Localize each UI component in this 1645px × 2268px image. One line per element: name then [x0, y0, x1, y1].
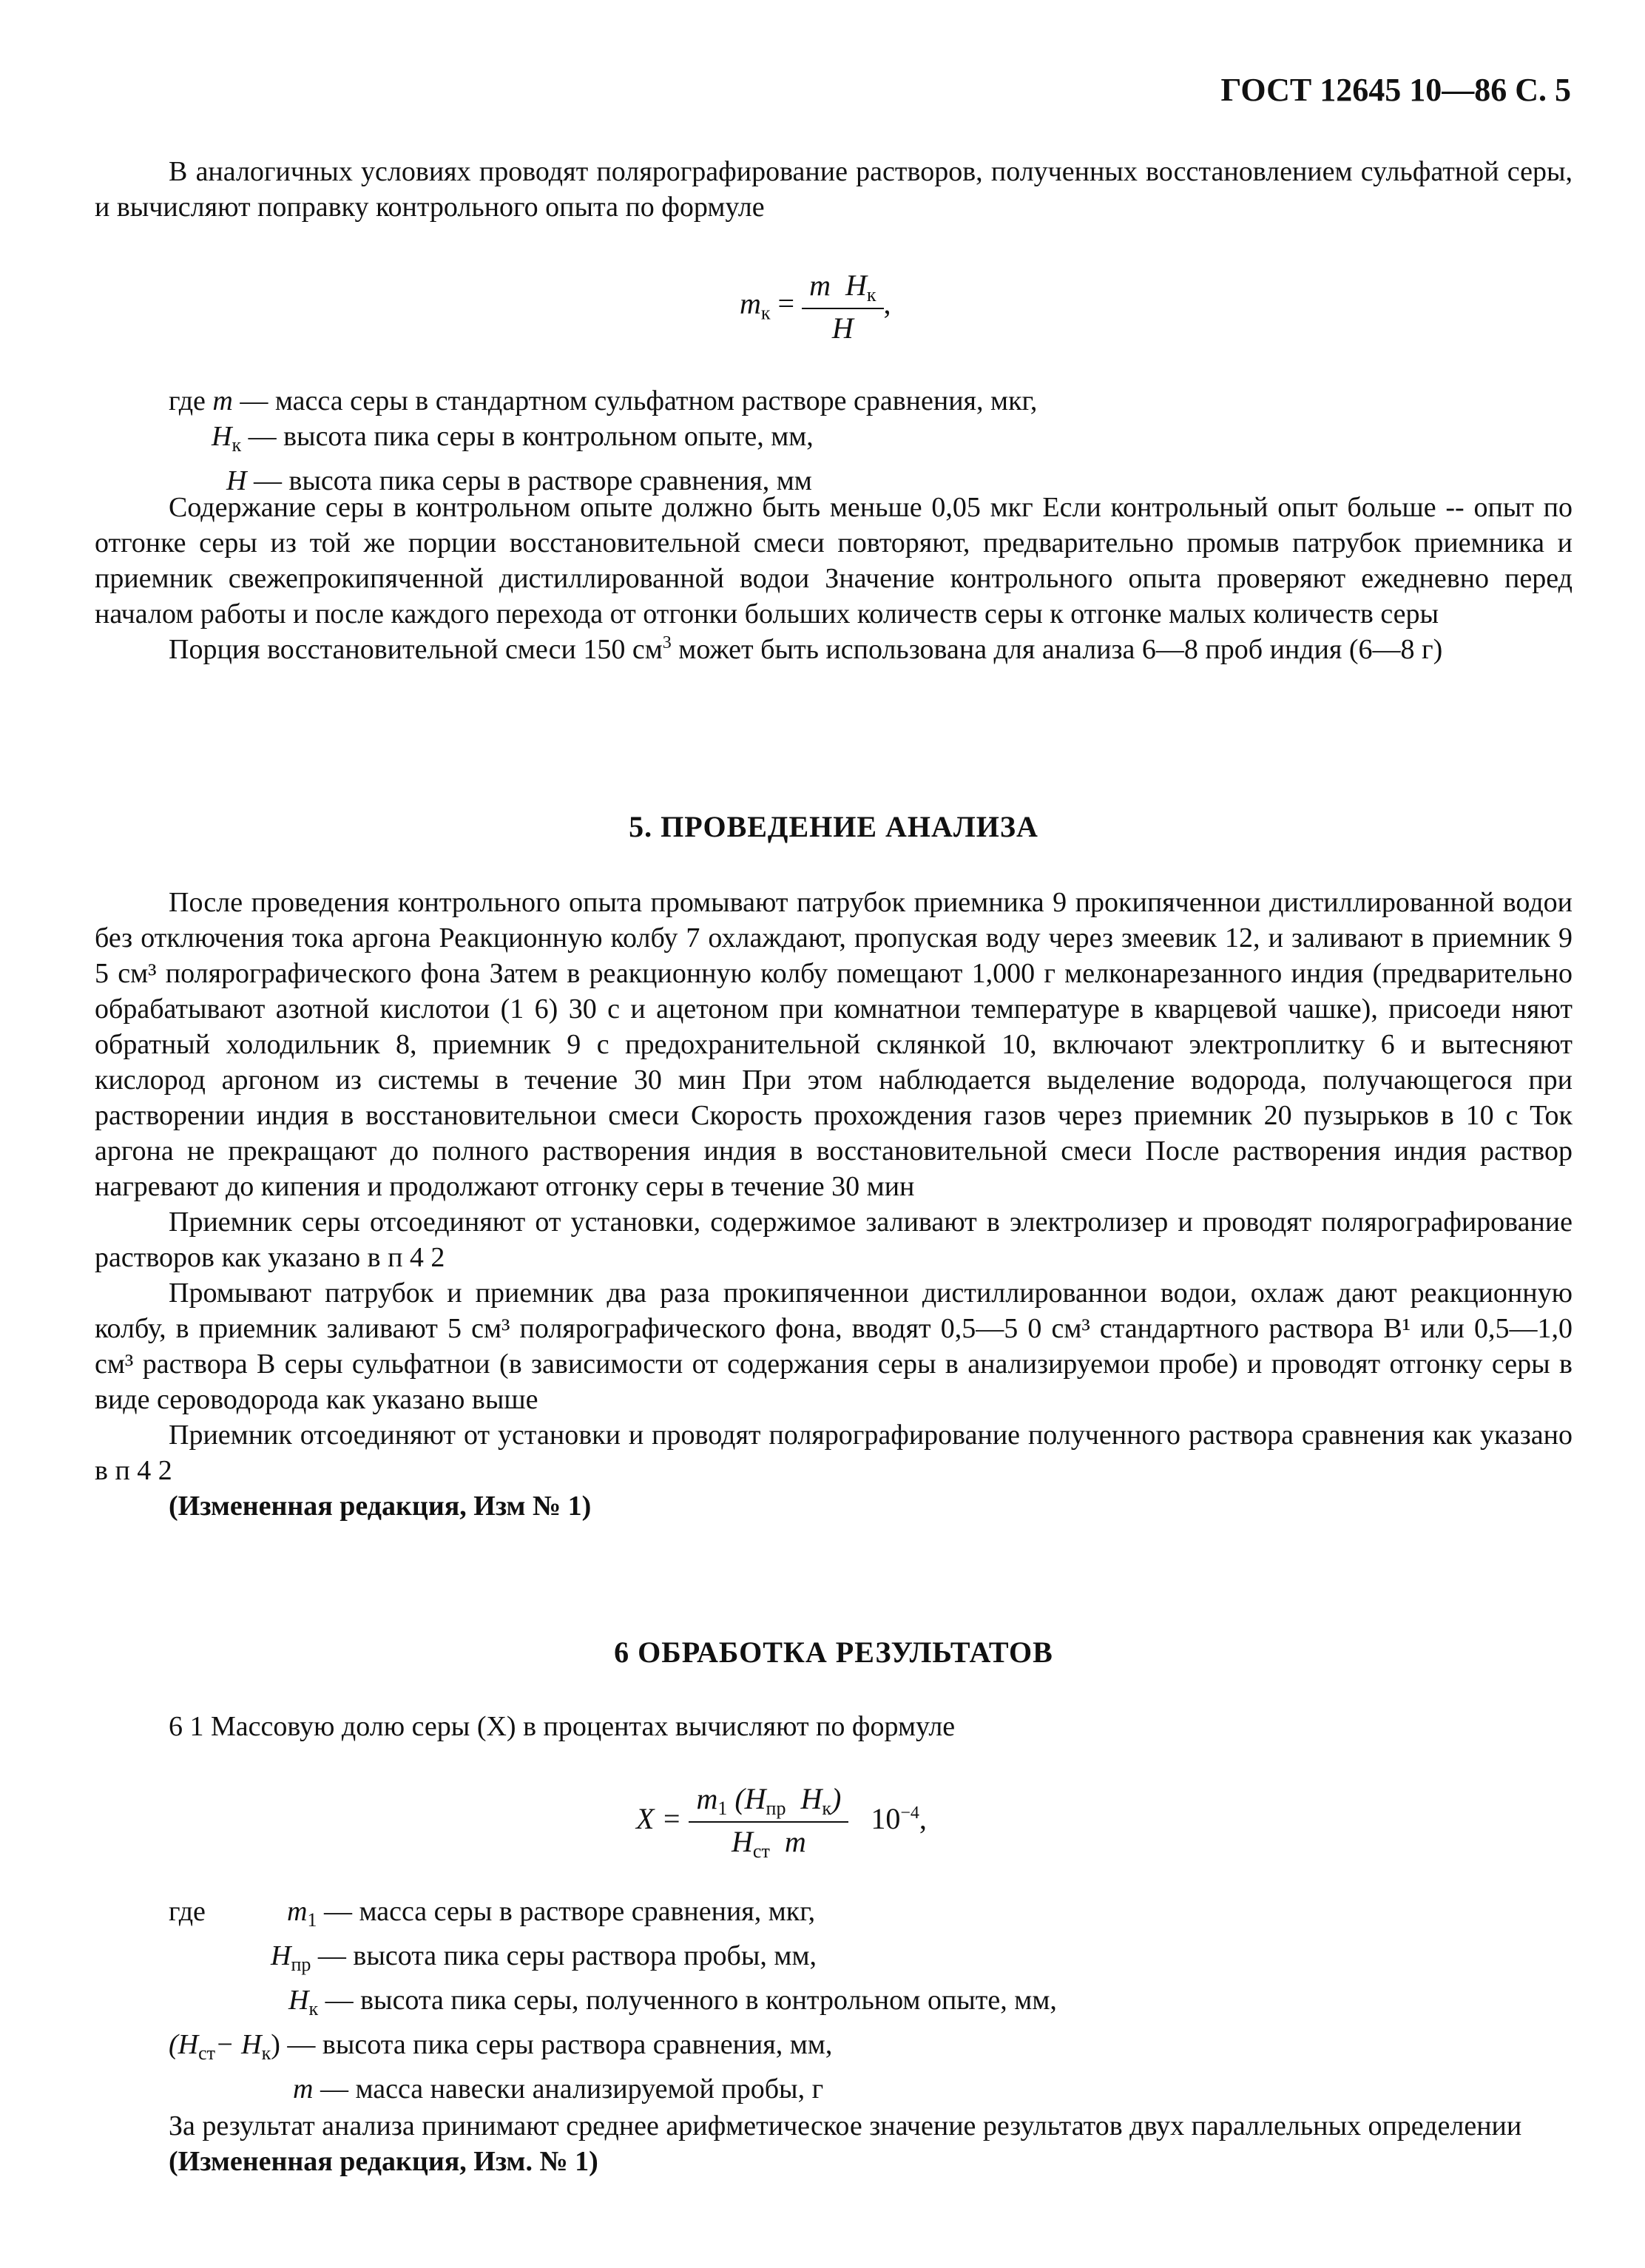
section-6-body	[95, 1709, 1573, 1744]
section-6-result	[95, 2108, 1573, 2179]
definition-row: $H_к$ — высота пика серы в контрольном опыте, мм,	[212, 421, 814, 456]
definition-row: $H_{пр}$ — высота пика серы раствора пробы, мм,	[271, 1940, 817, 1975]
revision-note: (Измененная редакция, Изм № 1)	[169, 1491, 592, 1522]
definition-row: m — масса навески анализируемой пробы, г	[293, 2073, 824, 2105]
paragraph: За результат анализа принимают среднее арифметическое значение результатов двух параллельных определении	[169, 2110, 1522, 2142]
paragraph: Содержание серы в контрольном опыте должно быть меньше 0,05 мкг Если контрольный опыт больше -- опыт по отгонке серы из той же порции восстановительной смеси повторяют, предварительно промыв патрубок приемника и приемник свежепрокипяченной дистиллированной водои Значение контрольного опыта проверяют ежедневно перед началом работы и после каждого перехода от отгонки больших количеств серы к отгонке малых количеств серы	[95, 492, 1573, 630]
formula-sulfur-fraction: X = $\frac{m_1 (H_{пр} H_к)}{H_{ст} m}$ $10^{-4}$,	[636, 1782, 927, 1862]
definitions-list-1	[169, 383, 1037, 499]
fraction: $\frac{m_1 (H_{пр} H_к)}{H_{ст} m}$	[689, 1781, 848, 1863]
section-title: 5. ПРОВЕДЕНИЕ АНАЛИЗА	[629, 810, 1038, 843]
section-6	[95, 1635, 1573, 1670]
section-title: 6 ОБРАБОТКА РЕЗУЛЬТАТОВ	[614, 1636, 1053, 1669]
intro-paragraph: В аналогичных условиях проводят полярографирование растворов, полученных восстановлением сульфатной серы, и вычисляют поправку контрольного опыта по формуле	[95, 156, 1573, 223]
definition-row: $H_к$ — высота пика серы, полученного в контрольном опыте, мм,	[288, 1985, 1057, 2019]
intro-block	[95, 154, 1573, 225]
paragraph: Приемник отсоединяют от установки и проводят полярографирование полученного раствора сравнения как указано в п 4 2	[95, 1420, 1573, 1486]
definitions-list-2	[169, 1894, 1057, 2107]
paragraph: После проведения контрольного опыта промывают патрубок приемника 9 прокипяченнои дистиллированной водои без отключения тока аргона Реакционную колбу 7 охлаждают, пропуская воду через змеевик 12, и заливают в приемник 9 5 см³ полярографического фона Затем в реакционную колбу помещают 1,000 г мелконарезанного индия (предварительно обрабатывают азотной кислотои (1 6) 30 с и ацетоном при комнатнои температуре в кварцевой чашке), присоеди няют обратный холодильник 8, приемник 9 с предохранительной склянкой 10, включают электроплитку 6 и вытесняют кислород аргоном из системы в течение 30 мин При этом наблюдается выделение водорода, получающегося при растворении индия в восстановительнои смеси Скорость прохождения газов через приемник 20 пузырьков в 10 с Ток аргона не прекращают до полного растворения индия в восстановительной смеси После растворения индия раствор нагревают до кипения и продолжают отгонку серы в течение 30 мин	[95, 887, 1573, 1202]
paragraph: Приемник серы отсоединяют от установки, содержимое заливают в электролизер и проводят полярографирование растворов как указано в п 4 2	[95, 1206, 1573, 1273]
definition-row: где $m_1$ — масса серы в растворе сравнения, мкг,	[169, 1896, 816, 1931]
definition-row: H — высота пика серы в растворе сравнения, мм	[226, 465, 812, 496]
paragraph: Порция восстановительной смеси 150 $см^3$ может быть использована для анализа 6—8 проб индия (6—8 г)	[169, 633, 1443, 665]
definition-row: где m — масса серы в стандартном сульфатном растворе сравнения, мкг,	[169, 385, 1038, 416]
paragraph: 6 1 Массовую долю серы (X) в процентах вычисляют по формуле	[169, 1711, 956, 1742]
definition-row: $(H_{ст}- H_к)$ — высота пика серы раствора сравнения, мм,	[169, 2029, 833, 2064]
revision-note: (Измененная редакция, Изм. № 1)	[169, 2146, 598, 2177]
page-header: ГОСТ 12645 10—86 С. 5	[1220, 72, 1571, 108]
control-paragraphs	[95, 490, 1573, 667]
formula-control-correction: $m_к$ = $\frac{m H_к}{H}$ ,	[740, 269, 891, 345]
section-5-body	[95, 885, 1573, 1524]
paragraph: Промывают патрубок и приемник два раза прокипяченнои дистиллированнои водои, охлаж дают реакционную колбу, в приемник заливают 5 см³ полярографического фона, вводят 0,5—5 0 см³ стандартного раствора В¹ или 0,5—1,0 см³ раствора В серы сульфатнои (в зависимости от содержания серы в анализируемои пробе) и проводят отгонку серы в виде сероводорода как указано выше	[95, 1278, 1573, 1415]
fraction: $\frac{m H_к}{H}$	[802, 268, 883, 345]
section-5	[95, 809, 1573, 845]
